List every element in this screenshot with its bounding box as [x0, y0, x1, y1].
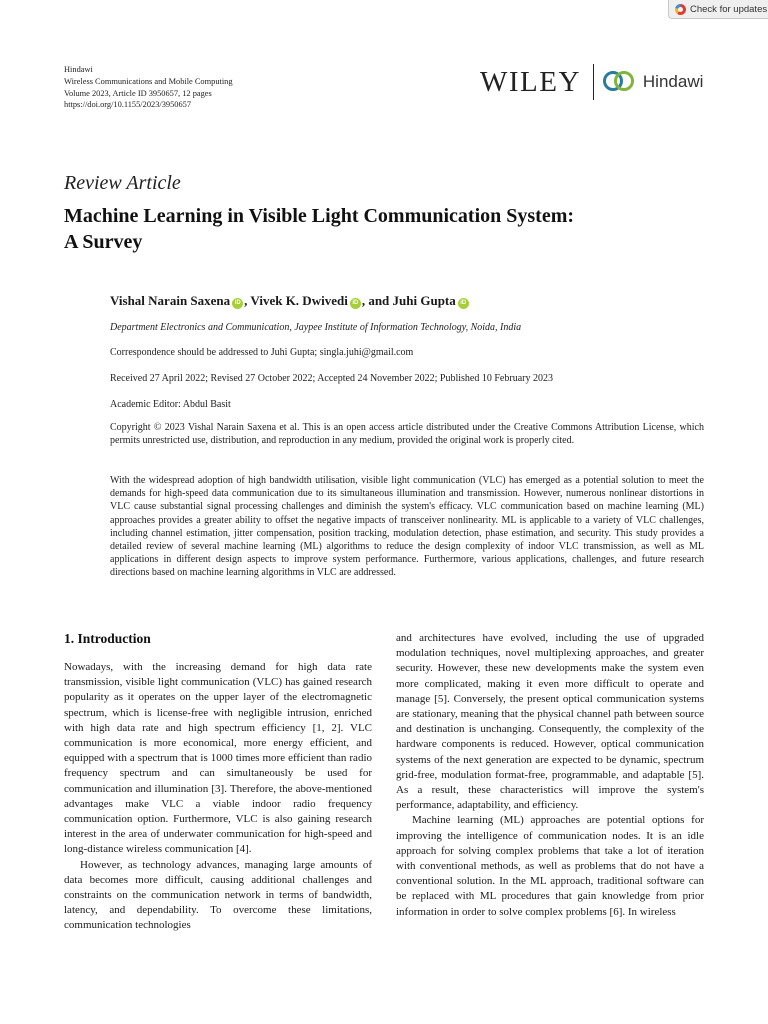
orcid-icon[interactable]: iD [458, 298, 469, 309]
journal-header [64, 64, 233, 111]
body-paragraph: and architectures have evolved, including the use of upgraded modulation techniques, novel multiplexing approaches, and greater security. However, these new developments make the system even more complicated, making it even more difficult to operate and manage [5]. Conversely, the present optical communication systems are stationary, meaning that the physical channel path between source and destination is unchanging. Consequently, the complexity of the hardware components is reduced. However, optical communication systems of the next generation are expected to be dynamic, spectrum grid-free, modulation format-free, programmable, and adaptable [5]. As a result, these characteristics will improve the system's performance, adaptability, and efficiency. [396, 632, 704, 812]
title-line-2: A Survey [64, 231, 143, 253]
section-heading: 1. Introduction [64, 631, 151, 646]
orcid-icon[interactable]: iD [350, 298, 361, 309]
body-column-right [396, 631, 704, 920]
body-paragraph: However, as technology advances, managing large amounts of data becomes more difficult, causing additional challenges and constraints on the communication network in terms of bandwidth, latency, and dependability. To overcome these limitations, communication technologies [64, 858, 372, 932]
check-for-updates-button[interactable] [668, 0, 768, 19]
hindawi-logo: Hindawi [642, 72, 704, 91]
author-name: Juhi Gupta [392, 293, 456, 308]
publisher-logo [480, 64, 703, 100]
crossmark-icon [675, 4, 686, 15]
logo-divider [593, 64, 594, 100]
article-type: Review Article [64, 172, 181, 194]
publisher-name: Hindawi [64, 65, 93, 74]
author-name: Vishal Narain Saxena [110, 293, 231, 308]
author-name: Vivek K. Dwivedi [250, 293, 348, 308]
orcid-icon[interactable]: iD [232, 298, 243, 309]
hindawi-rings-icon [603, 70, 637, 94]
body-column-left [64, 660, 372, 934]
check-for-updates-label: Check for updates [690, 3, 768, 15]
correspondence: Correspondence should be addressed to Juhi Gupta; singla.juhi@gmail.com [110, 347, 414, 358]
author-separator: , [244, 293, 251, 308]
affiliation: Department Electronics and Communication, Jaypee Institute of Information Technology, Noida, India [110, 322, 522, 333]
body-paragraph: Nowadays, with the increasing demand for high data rate transmission, visible light communication (VLC) has gained research popularity as it operates on the upper layer of the electromagnetic spectrum, which is license-free with negligible intrusion, enriched with high data rate and high spectrum efficiency [1, 2]. VLC communication is more economical, more energy efficient, and equipped with a spectrum that is 1000 times more efficient than radio frequency spectrum and can simultaneously be used for communication and illumination [3]. Therefore, the above-mentioned advantages make VLC a viable indoor radio frequency communication option. Furthermore, VLC is also gaining research interest in the area of underwater communication for high-speed and long-distance wireless communication [4]. [64, 661, 372, 856]
copyright-notice: Copyright © 2023 Vishal Narain Saxena et al. This is an open access article distributed under the Creative Commons Attribution License, which permits unrestricted use, distribution, and reproduction in any medium, provided the original work is properly cited. [110, 422, 704, 447]
abstract: With the widespread adoption of high bandwidth utilisation, visible light communication (VLC) has emerged as a potential solution to meet the demands for high-speed data communication due to its simultaneous illumination and transmission. However, numerous nonlinear distortions in VLC cause substantial signal processing challenges and diminish the system's efficacy. VLC communication based on machine learning (ML) approaches provides a greater ability to offset the negative impacts of transceiver nonlinearity. ML is applicable to a variety of VLC challenges, including channel estimation, jitter compensation, position tracking, modulation detection, phase estimation, and security. This study provides a detailed review of several machine learning (ML) algorithms to reduce the design complexity of indoor VLC transmission, as well as ML applications in different design aspects to improve system performance. Furthermore, various applications, challenges, and future research directions based on machine learning algorithms in VLC are addressed. [110, 475, 704, 579]
author-list [110, 293, 470, 309]
academic-editor: Academic Editor: Abdul Basit [110, 399, 231, 410]
title-line-1: Machine Learning in Visible Light Communication System: [64, 205, 575, 227]
publication-dates: Received 27 April 2022; Revised 27 October 2022; Accepted 24 November 2022; Published 10 February 2023 [110, 373, 553, 384]
body-paragraph: Machine learning (ML) approaches are potential options for improving the intelligence of communication nodes. It is an idle approach for solving complex problems that take a lot of iteration with conventional methods, as well as problems that do not have a conventional solution. In the ML approach, traditional software can be replaced with ML procedures that gain knowledge from prior information in order to solve complex problems [6]. In wireless [396, 814, 704, 918]
article-title [64, 203, 704, 255]
wiley-logo: WILEY [480, 65, 581, 98]
journal-name: Wireless Communications and Mobile Computing [64, 76, 233, 86]
doi-link[interactable]: https://doi.org/10.1155/2023/3950657 [64, 100, 192, 110]
author-separator: , and [361, 293, 393, 308]
volume-line: Volume 2023, Article ID 3950657, 12 pages [64, 88, 212, 98]
